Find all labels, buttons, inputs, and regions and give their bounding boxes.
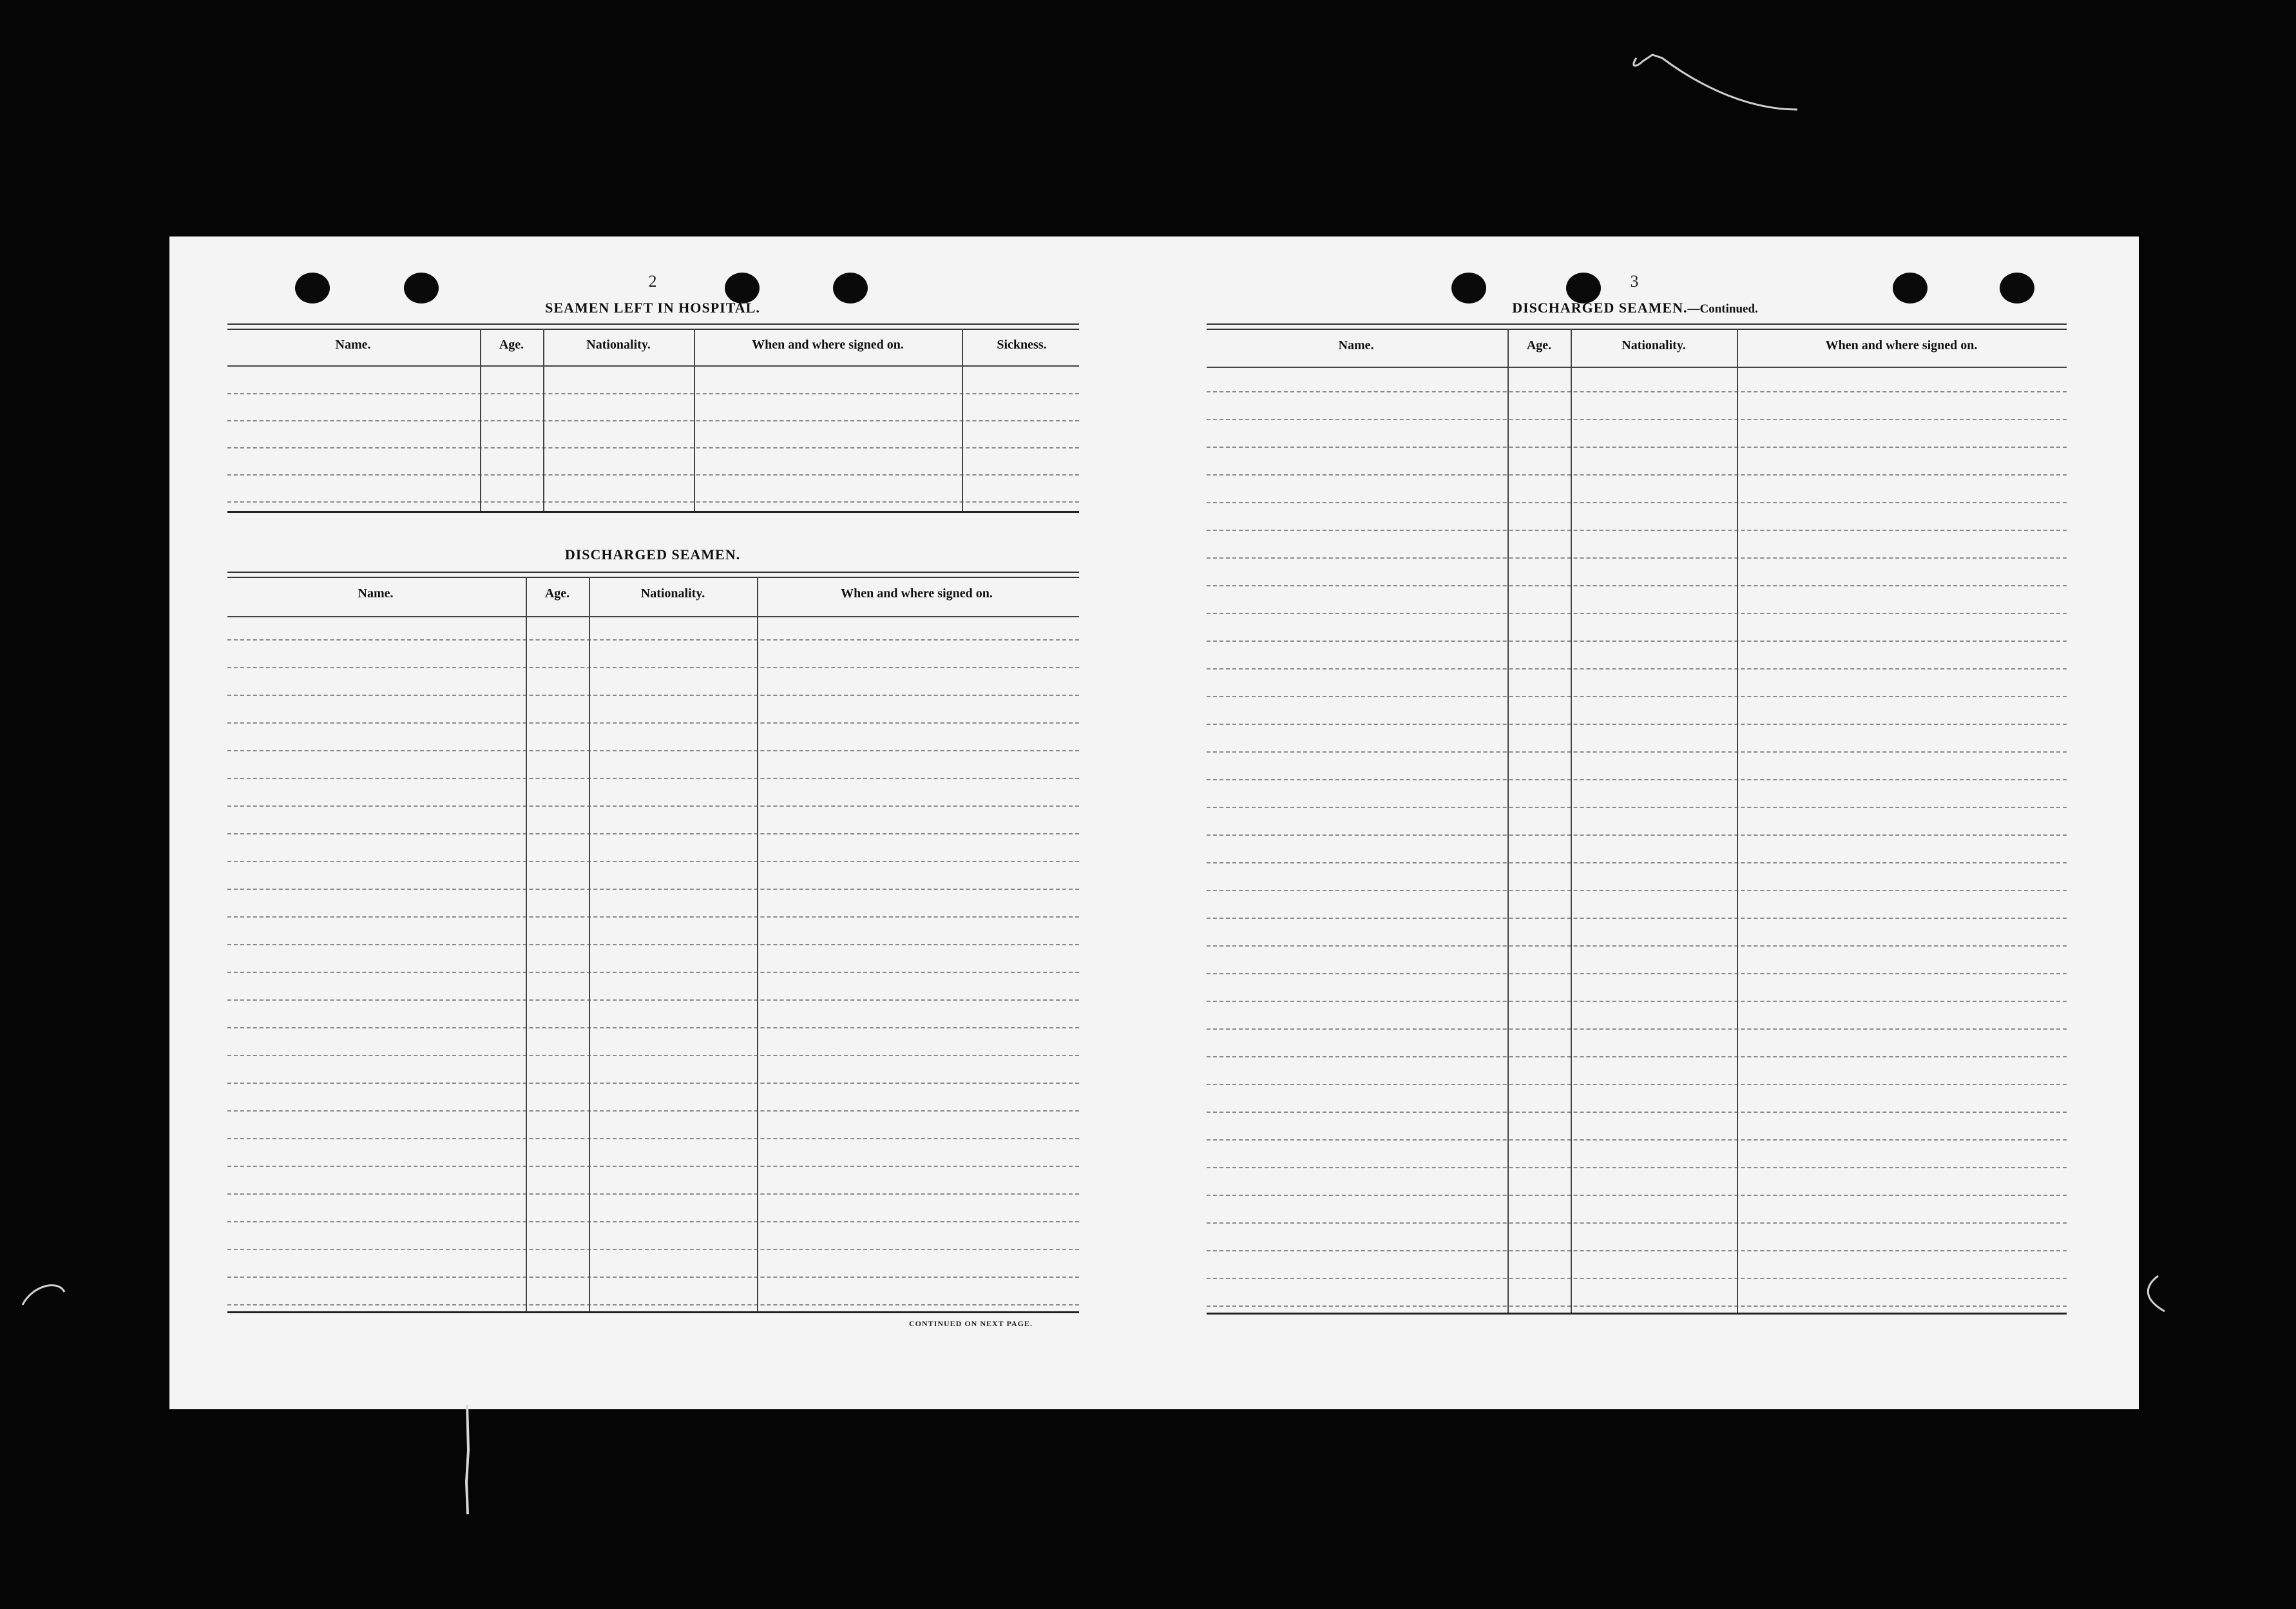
table-row <box>227 833 1079 834</box>
table-row <box>1207 1001 2067 1002</box>
table-row <box>227 972 1079 973</box>
right-col-nationality: Nationality. <box>1622 338 1686 352</box>
right-title-suffix: —Continued. <box>1687 302 1758 316</box>
table-row <box>227 944 1079 945</box>
table-row <box>227 1083 1079 1084</box>
punch-hole <box>1451 273 1486 303</box>
column-divider <box>1507 329 1509 1313</box>
right-section-title <box>1500 300 1770 316</box>
column-divider <box>589 577 590 1311</box>
right-col-age: Age. <box>1526 338 1552 352</box>
table-row <box>227 1249 1079 1250</box>
discharged-col-signed-on: When and where signed on. <box>841 586 993 601</box>
table-row <box>1207 557 2067 559</box>
table-row <box>227 1027 1079 1028</box>
right-title-text: DISCHARGED SEAMEN. <box>1512 300 1688 316</box>
table-row <box>1207 973 2067 974</box>
table-row <box>227 1055 1079 1056</box>
table-row <box>1207 1278 2067 1279</box>
table-row <box>227 501 1079 503</box>
table-row <box>227 1166 1079 1167</box>
table-row <box>1207 1084 2067 1085</box>
table-row <box>227 1304 1079 1306</box>
table-row <box>227 1193 1079 1195</box>
table-row <box>1207 945 2067 947</box>
column-divider <box>757 577 758 1311</box>
punch-hole <box>2000 273 2034 303</box>
hospital-col-name: Name. <box>335 338 371 352</box>
table-row <box>227 393 1079 394</box>
hospital-header-rule <box>227 365 1079 367</box>
punch-hole <box>1566 273 1601 303</box>
table-row <box>1207 530 2067 531</box>
right-table-bottom-rule <box>1207 1313 2067 1315</box>
table-row <box>1207 1222 2067 1224</box>
table-row <box>1207 1195 2067 1196</box>
continued-footer: CONTINUED ON NEXT PAGE. <box>909 1319 1033 1328</box>
table-row <box>1207 779 2067 780</box>
table-row <box>227 1277 1079 1278</box>
table-row <box>1207 1306 2067 1307</box>
table-row <box>227 861 1079 862</box>
discharged-table-bottom-rule <box>227 1311 1079 1313</box>
right-col-signed-on: When and where signed on. <box>1825 338 1978 352</box>
table-row <box>1207 1167 2067 1168</box>
table-row <box>1207 1139 2067 1141</box>
table-row <box>1207 474 2067 476</box>
background-scratch-mark <box>1623 39 1817 122</box>
table-row <box>1207 724 2067 725</box>
hospital-col-sickness: Sickness. <box>997 338 1047 352</box>
table-row <box>1207 807 2067 808</box>
table-row <box>1207 1028 2067 1030</box>
table-row <box>1207 585 2067 586</box>
table-row <box>1207 419 2067 420</box>
table-row <box>1207 668 2067 670</box>
table-row <box>1207 696 2067 697</box>
table-row <box>1207 641 2067 642</box>
table-row <box>227 1110 1079 1112</box>
punch-hole <box>833 273 868 303</box>
background-scratch-mark <box>19 1279 71 1311</box>
right-table-top-rule <box>1207 323 2067 330</box>
discharged-header-rule <box>227 616 1079 617</box>
table-row <box>1207 751 2067 753</box>
table-row <box>227 639 1079 641</box>
hospital-table-top-rule <box>227 323 1079 330</box>
table-row <box>227 695 1079 696</box>
table-row <box>227 447 1079 448</box>
page-number: 3 <box>1630 272 1639 291</box>
ledger-sheet <box>169 236 2139 1409</box>
hospital-col-nationality: Nationality. <box>586 338 651 352</box>
column-divider <box>1737 329 1738 1313</box>
punch-hole <box>725 273 760 303</box>
table-row <box>227 420 1079 421</box>
table-row <box>1207 1250 2067 1251</box>
punch-hole <box>295 273 330 303</box>
table-row <box>227 1138 1079 1139</box>
hospital-col-signed-on: When and where signed on. <box>752 338 904 352</box>
discharged-table-top-rule <box>227 572 1079 578</box>
table-row <box>1207 613 2067 614</box>
punch-hole <box>404 273 439 303</box>
table-row <box>227 778 1079 779</box>
table-row <box>1207 447 2067 448</box>
hospital-table-bottom-rule <box>227 511 1079 513</box>
page-number: 2 <box>648 272 657 291</box>
column-divider <box>962 329 963 511</box>
column-divider <box>694 329 695 511</box>
hospital-col-age: Age. <box>499 338 524 352</box>
table-row <box>1207 391 2067 392</box>
table-row <box>1207 1056 2067 1057</box>
table-row <box>227 722 1079 724</box>
background-scratch-mark <box>461 1405 474 1521</box>
table-row <box>1207 1112 2067 1113</box>
table-row <box>1207 862 2067 863</box>
table-row <box>227 999 1079 1001</box>
discharged-col-name: Name. <box>358 586 394 601</box>
table-row <box>227 667 1079 668</box>
table-row <box>1207 890 2067 891</box>
discharged-col-nationality: Nationality. <box>640 586 705 601</box>
column-divider <box>480 329 481 511</box>
table-row <box>1207 918 2067 919</box>
table-row <box>227 889 1079 890</box>
column-divider <box>543 329 544 511</box>
column-divider <box>1571 329 1572 1313</box>
background-scratch-mark <box>2132 1273 2177 1318</box>
table-row <box>227 916 1079 918</box>
table-row <box>1207 834 2067 836</box>
table-row <box>227 750 1079 751</box>
column-divider <box>526 577 527 1311</box>
right-header-rule <box>1207 367 2067 368</box>
table-row <box>1207 502 2067 503</box>
right-col-name: Name. <box>1338 338 1374 352</box>
discharged-section-title: DISCHARGED SEAMEN. <box>564 546 741 563</box>
hospital-section-title: SEAMEN LEFT IN HOSPITAL. <box>545 300 760 316</box>
table-row <box>227 474 1079 476</box>
table-row <box>227 1221 1079 1222</box>
table-row <box>227 805 1079 807</box>
punch-hole <box>1893 273 1928 303</box>
discharged-col-age: Age. <box>544 586 570 601</box>
